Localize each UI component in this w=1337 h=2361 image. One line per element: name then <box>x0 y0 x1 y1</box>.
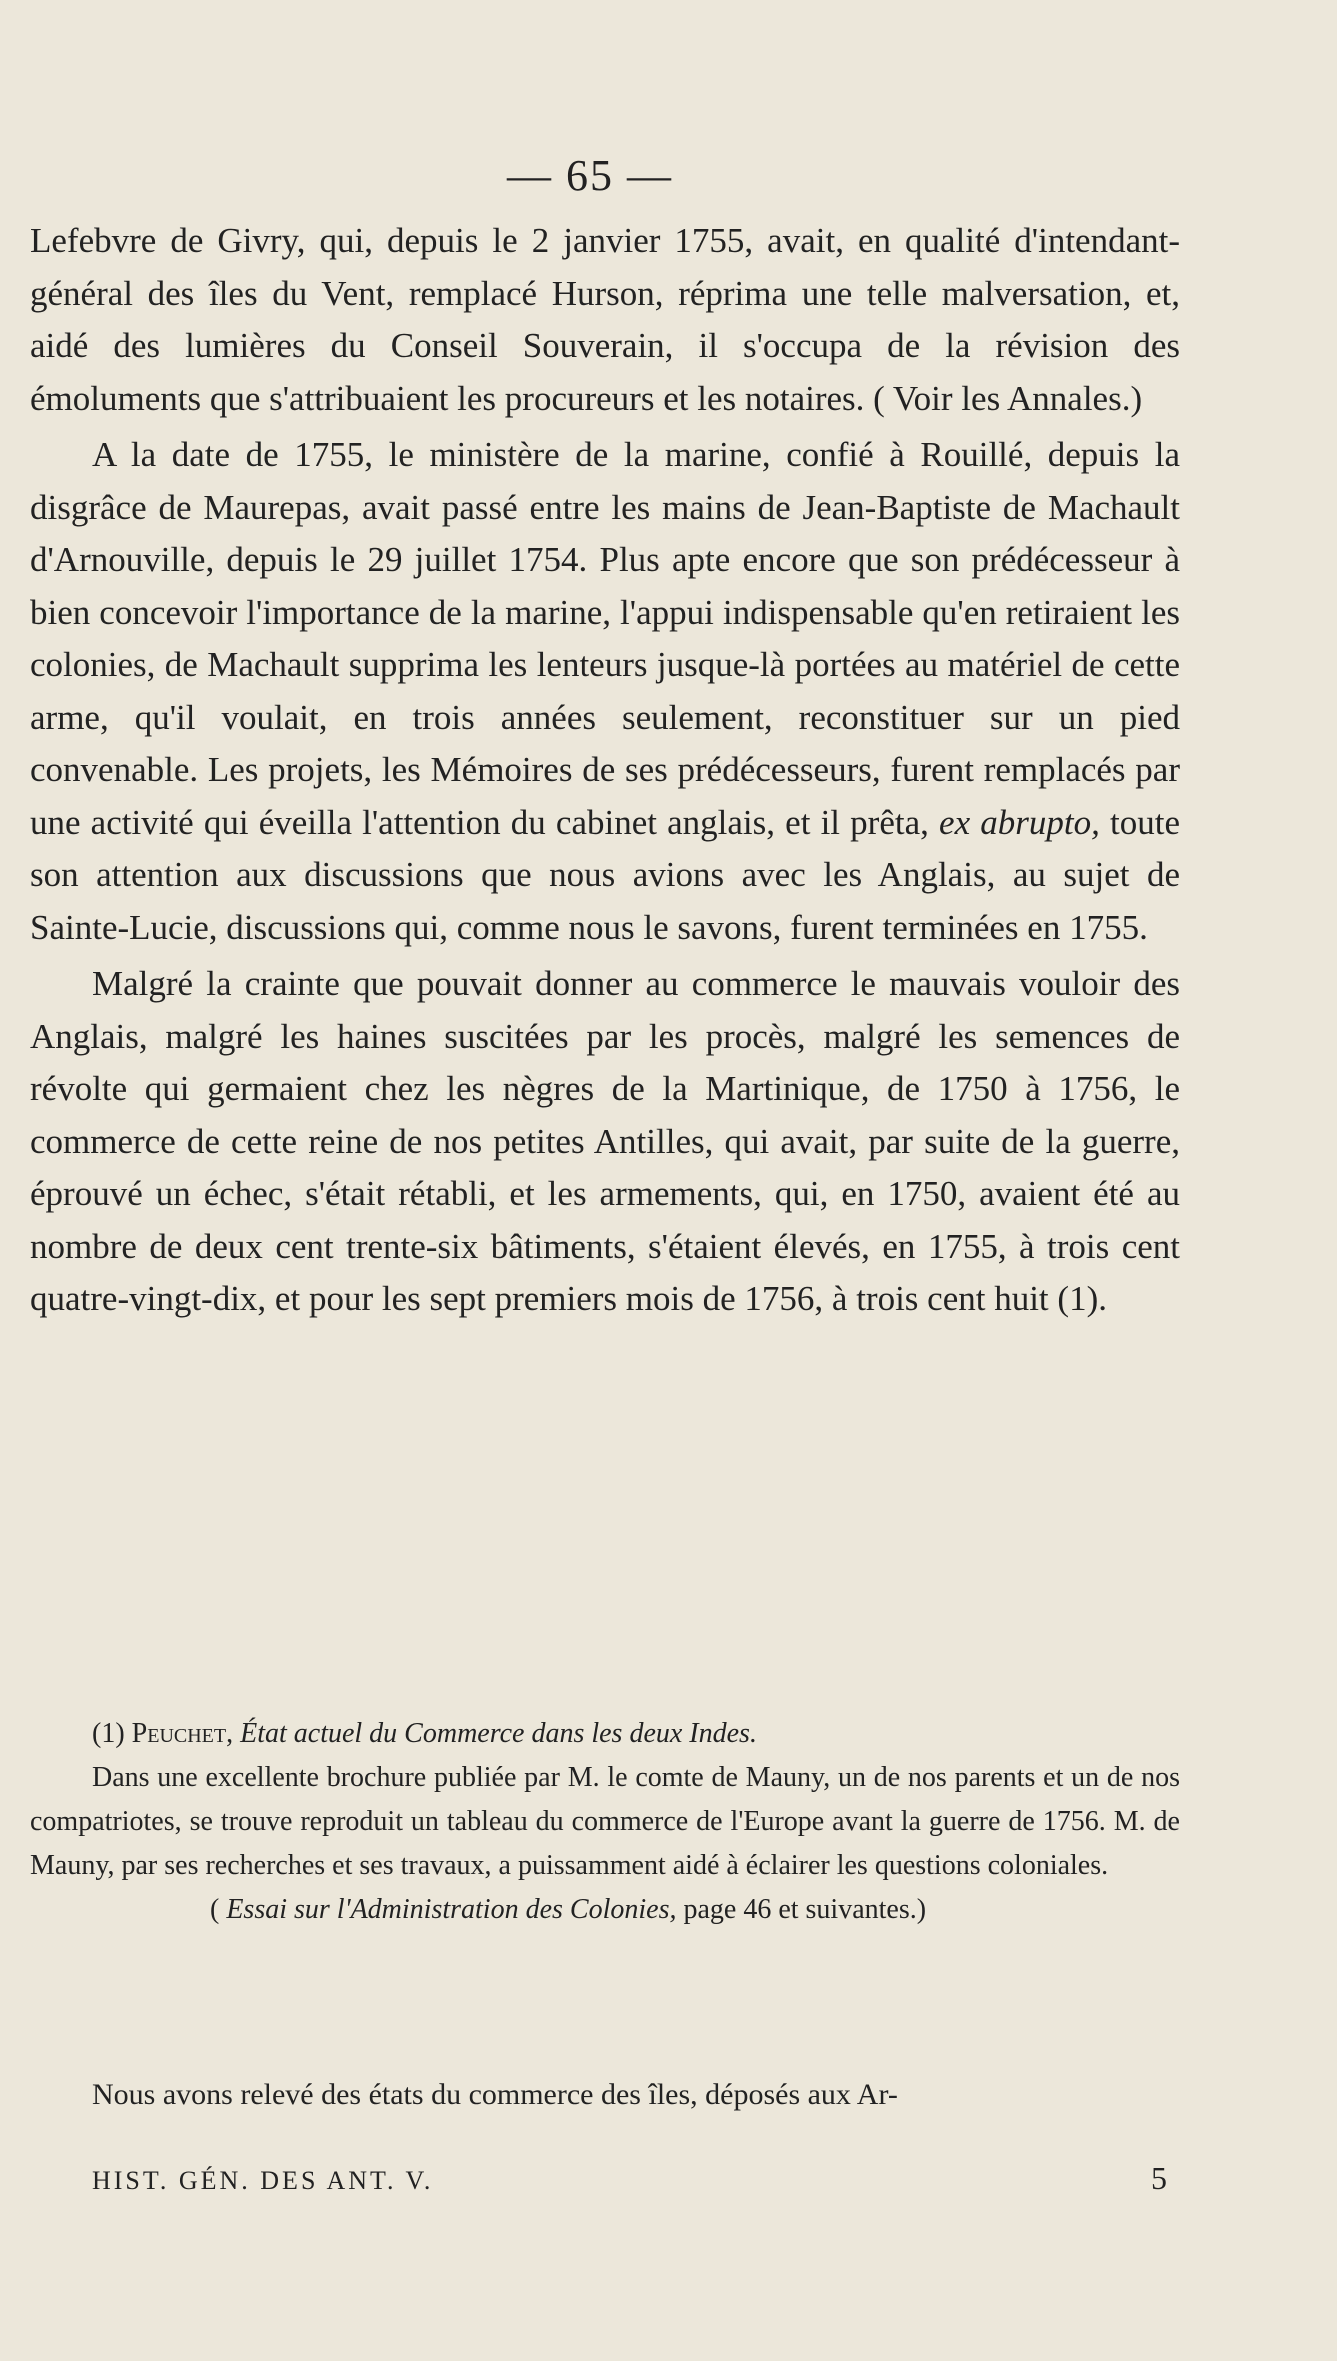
footnote-citation: ( Essai sur l'Administration des Colonies, page 46 et suivantes.) <box>210 1894 927 1925</box>
continuation-line: Nous avons relevé des états du commerce des îles, déposés aux Ar- <box>92 2078 898 2111</box>
paragraph-2-continued: toute son attention aux discussions que nous avions avec les Anglais, au sujet de Sainte-Lucie, discussions qui, comme nous le savons, furent terminées en 1755. <box>30 802 1181 947</box>
paragraph-1: Lefebvre de Givry, qui, depuis le 2 janvier 1755, avait, en qualité d'intendant-général des îles du Vent, remplacé Hurson, réprima une telle malversation, et, aidé des lumières du Conseil Souverain, il s'occupa de la révision des émoluments que s'attribuaient les procureurs et les notaires. ( Voir les Annales.) <box>30 221 1180 418</box>
paragraph-2-text: A la date de 1755, le ministère de la marine, confié à Rouillé, depuis la disgrâce de Maurepas, avait passé entre les mains de Jean-Baptiste de Machault d'Arnouville, depuis le 29 juillet 1754. Plus apte encore que son prédécesseur à bien concevoir l'importance de la marine, l'appui indispensable qu'en retiraient les colonies, de Machault supprima les lenteurs jusque-là portées au matériel de cette arme, qu'il voulait, en trois années seulement, reconstituer sur un pied convenable. Les projets, les Mémoires de ses prédécesseurs, furent remplacés par une activité qui éveilla l'attention du cabinet anglais, et il prêta, <box>30 435 1180 842</box>
footnote-text: Dans une excellente brochure publiée par M. le comte de Mauny, un de nos parents et un de nos compatriotes, se trouve reproduit un tableau du commerce de l'Europe avant la guerre de 1756. M. de Mauny, par ses recherches et ses travaux, a puissamment aidé à éclairer les questions coloniales. <box>30 1762 1180 1881</box>
paragraph-2 <box>30 429 1180 954</box>
citation-pages: page 46 et suivantes.) <box>683 1894 927 1925</box>
citation-title: Essai sur l'Administration des Colonies, <box>226 1894 677 1925</box>
signature-mark: HIST. GÉN. DES ANT. V. <box>92 2166 434 2195</box>
main-text <box>30 215 1180 1326</box>
footnote-title: État actuel du Commerce dans les deux Indes. <box>240 1718 757 1749</box>
footnote-author: Peuchet, <box>131 1718 234 1749</box>
page-number: — 65 — <box>507 151 673 200</box>
footnote-heading <box>30 1712 1180 1756</box>
footnote-marker: (1) <box>92 1718 125 1749</box>
signature-line <box>92 2160 1182 2196</box>
italic-phrase: ex abrupto, <box>939 802 1100 842</box>
paragraph-3: Malgré la crainte que pouvait donner au commerce le mauvais vouloir des Anglais, malgré les haines suscitées par les procès, malgré les semences de révolte qui germaient chez les nègres de la Martinique, de 1750 à 1756, le commerce de cette reine de nos petites Antilles, qui avait, par suite de la guerre, éprouvé un échec, s'était rétabli, et les armements, qui, en 1750, avaient été au nombre de deux cent trente-six bâtiments, s'étaient élevés, en 1755, à trois cent quatre-vingt-dix, et pour les sept premiers mois de 1756, à trois cent huit (1). <box>30 964 1180 1318</box>
sheet-number: 5 <box>1151 2160 1167 2196</box>
footnote <box>30 1712 1180 1932</box>
